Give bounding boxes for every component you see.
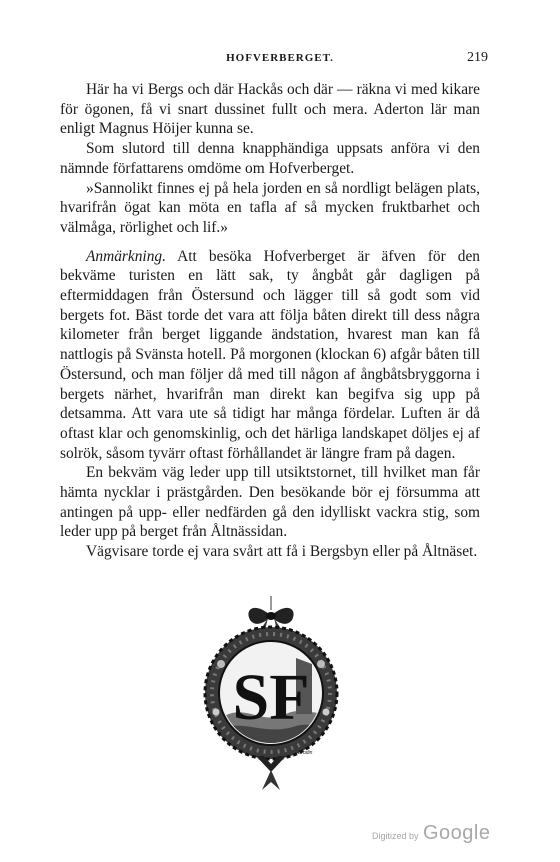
paragraph-note xyxy=(60,247,480,464)
flower-right xyxy=(317,660,325,668)
note-text: Att besöka Hofverberget är äfven för den bekväme turisten en lätt sak, ty ångbåt går dagligen på eftermiddagen från Östersund och lägger till så godt som vid bergets fot. Bäst torde det vara att följa båten direkt till dess några kilometer från berget liggande ändstation, hvarest man kan få nattlogis på Svänsta hotell. På morgonen (klockan 6) afgår båten till Östersund, och man följer då med till någon af ångbåtsbryggorna i bergets närhet, hvarifrån man direkt kan begifva sig upp på detsamma. Att vara ute så tidigt har många fördelar. Luften är då oftast klar och genomskinlig, och det härliga landskapet döljes ej af solrök, såsom tyvärr oftast förhållandet är längre fram på dagen. xyxy=(60,247,480,462)
paragraph-guides: Vägvisare torde ej vara svårt att få i Bergsbyn eller på Åltnäset. xyxy=(86,543,478,561)
monogram-vignette xyxy=(186,594,356,798)
body-text xyxy=(60,80,480,562)
paragraph-closing-words: Som slutord till denna knapphändiga uppsats anföra vi den nämnde författarens omdöme om Hofverberget. xyxy=(60,140,480,177)
bottom-ribbon xyxy=(262,770,280,790)
google-logo: Google xyxy=(422,822,491,844)
note-label: Anmärkning. xyxy=(86,247,166,265)
page-header xyxy=(0,52,560,68)
flower-left-lower xyxy=(213,709,220,716)
bow-knot xyxy=(266,612,276,620)
google-watermark xyxy=(372,822,492,845)
running-head: HOFVERBERGET. xyxy=(226,52,334,64)
page-number: 219 xyxy=(467,50,488,65)
paragraph-view-list: Här ha vi Bergs och där Hackås och där — räkna vi med kikare för ögonen, få vi snart dussinet fullt och mera. Aderton lär man enligt Magnus Höijer kunna se. xyxy=(60,81,480,138)
flower-right-lower xyxy=(323,709,330,716)
paragraph-road: En bekväm väg leder upp till utsiktstornet, till hvilket man får hämta nycklar i prästgården. Den besökande bör ej försumma att antingen på upp- eller nedfärden gå den idylliskt vackra stig, som leder upp på berget från Åltnässidan. xyxy=(60,464,480,541)
paragraph-quote: »Sannolikt finnes ej på hela jorden en så nordligt belägen plats, hvarifrån ögat kan möta en tafla af så mycken fruktbarhet och välmåga, rörlighet och lif.» xyxy=(60,179,480,236)
engraver-signature: Brodin xyxy=(298,750,313,756)
watermark-prefix: Digitized by xyxy=(372,831,419,841)
monogram: SF xyxy=(232,661,310,734)
flower-left xyxy=(217,660,225,668)
